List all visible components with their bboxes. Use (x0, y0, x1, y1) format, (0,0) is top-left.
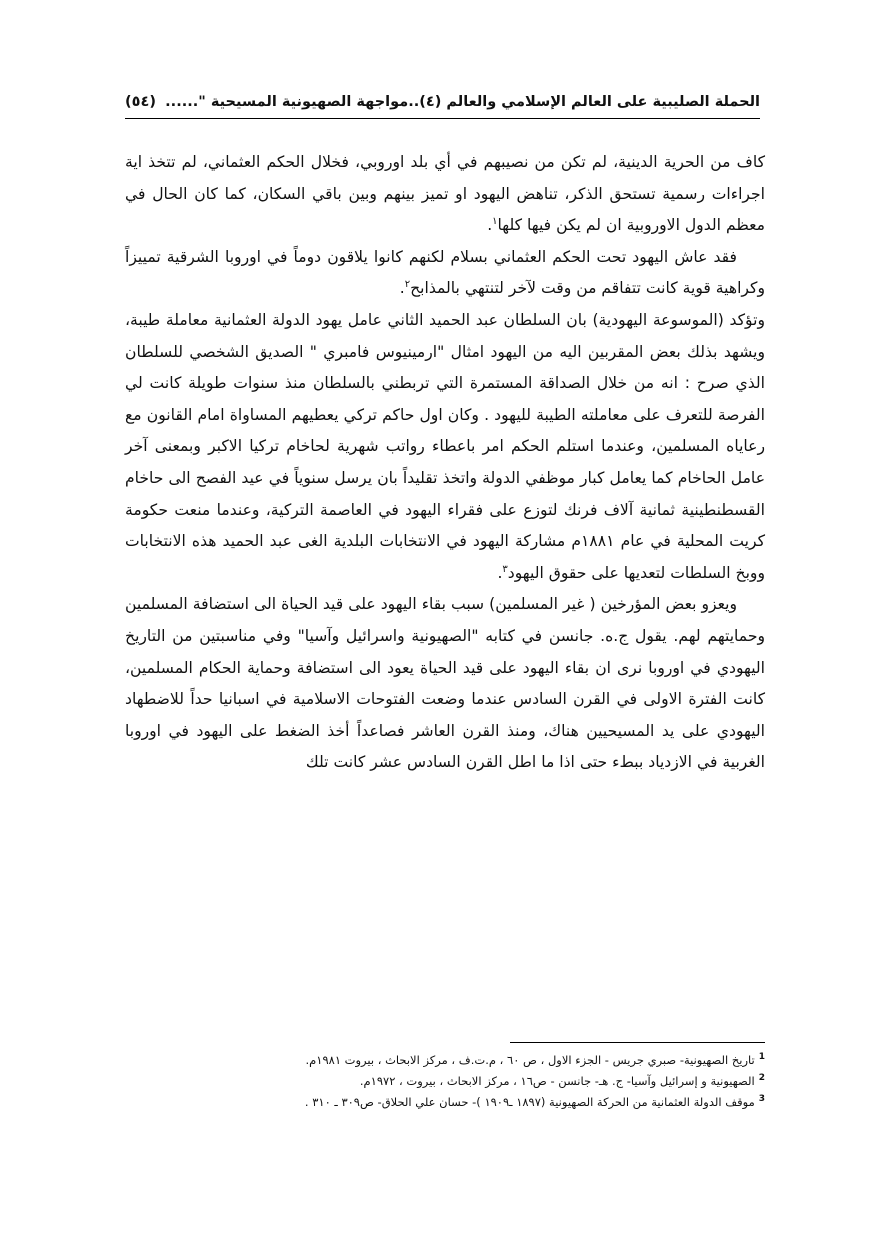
paragraph-3-text: وتؤكد (الموسوعة اليهودية) بان السلطان عبد الحميد الثاني عامل يهود الدولة العثمانية معاملة طيبة، ويشهد بذلك بعض المقربين اليه من اليهود امثال "ارمينيوس فامبري " الصديق الشخصي للسلطان الذي صرح : انه من خلال الصداقة المستمرة التي تربطني بالسلطان منذ سنوات طويلة كانت لي الفرصة للتعرف على معاملته الطيبة لليهود . وكان اول حاكم تركي يعطيهم المساواة امام القانون مع رعاياه المسلمين، وعندما استلم الحكم امر باعطاء رواتب شهرية لحاخام تركيا الاكبر وبمعنى آخر عامل الحاخام كما يعامل كبار موظفي الدولة واتخذ تقليداً بان يرسل سنوياً في عيد الفصح الى حاخام القسطنطينية ثمانية آلاف فرنك لتوزع على فقراء اليهود في العاصمة التركية، وعندما منعت حكومة كريت المحلية في عام ١٨٨١م مشاركة اليهود في الانتخابات البلدية الغى عبد الحميد هذه الانتخابات ووبخ السلطات لتعديها على حقوق اليهود (125, 310, 765, 582)
footnotes (115, 1050, 765, 1113)
paragraph-3 (125, 305, 765, 589)
footnote-3 (115, 1092, 765, 1113)
paragraph-1-text: كاف من الحرية الدينية، لم تكن من نصيبهم في أي بلد اوروبي، فخلال الحكم العثماني، لم تتخذ اية اجراءات رسمية تستحق الذكر، تناهض اليهود او تميز بينهم وبين باقي السكان، كما كان الحال في معظم الدول الاوروبية ان لم يكن فيها كلها (125, 153, 765, 235)
paragraph-4 (125, 589, 765, 779)
footnote-separator (510, 1042, 765, 1043)
page-header (125, 88, 760, 119)
footnote-number: 1 (758, 1052, 765, 1063)
header-page-number: (٥٤) (125, 94, 156, 110)
paragraph-2-text: فقد عاش اليهود تحت الحكم العثماني بسلام لكنهم كانوا يلاقون دوماً في اوروبا الشرقية تمييزاً وكراهية قوية كانت تتفاقم من وقت لآخر لتنتهي بالمذابح (125, 247, 765, 298)
header-title: الحملة الصليبية على العالم الإسلامي والعالم (٤)..مواجهة الصهيونية المسيحية "...... (165, 94, 760, 110)
footnote-ref-2[interactable]: ٢ (404, 279, 411, 291)
footnote-number: 2 (758, 1073, 765, 1084)
paragraph-3-end: . (497, 563, 503, 582)
footnote-number: 3 (758, 1094, 765, 1105)
footnote-text: موقف الدولة العثمانية من الحركة الصهيونية (١٨٩٧ ـ١٩٠٩ )- حسان علي الحلاق- ص٣٠٩ ـ ٣١٠ . (304, 1095, 755, 1109)
paragraph-1-end: . (487, 216, 493, 235)
footnote-text: تاريخ الصهيونية- صبري جريس - الجزء الاول ، ص ٦٠ ، م.ت.ف ، مركز الابحاث ، بيروت ١٩٨١م. (305, 1053, 755, 1067)
body-text (125, 147, 765, 779)
paragraph-1 (125, 147, 765, 242)
paragraph-4-text: ويعزو بعض المؤرخين ( غير المسلمين) سبب بقاء اليهود على قيد الحياة الى استضافة المسلمين وحمايتهم لهم. يقول ج.ه. جانسن في كتابه "الصهيونية واسرائيل وآسيا" وفي مناسبتين من التاريخ اليهودي في اوروبا نرى ان بقاء اليهود على قيد الحياة يعود الى استضافة وحماية الحكام المسلمين، كانت الفترة الاولى في القرن السادس عندما وضعت الفتوحات الاسلامية في اسبانيا حداً للاضطهاد اليهودي على يد المسيحيين هناك، ومنذ القرن العاشر فصاعداً أخذ الضغط على اليهود في اوروبا الغربية في الازدياد ببطء حتى اذا ما اطل القرن السادس عشر كانت تلك (125, 595, 765, 772)
paragraph-2 (125, 242, 765, 305)
footnote-2 (115, 1071, 765, 1092)
paragraph-2-end: . (399, 279, 405, 298)
footnote-ref-3[interactable]: ٣ (502, 563, 508, 575)
footnote-text: الصهيونية و إسرائيل وآسيا- ج. هـ- جانسن - ص١٦ ، مركز الابحاث ، بيروت ، ١٩٧٢م. (359, 1074, 755, 1088)
footnote-ref-1[interactable]: ١ (492, 216, 498, 227)
footnote-1 (115, 1050, 765, 1071)
